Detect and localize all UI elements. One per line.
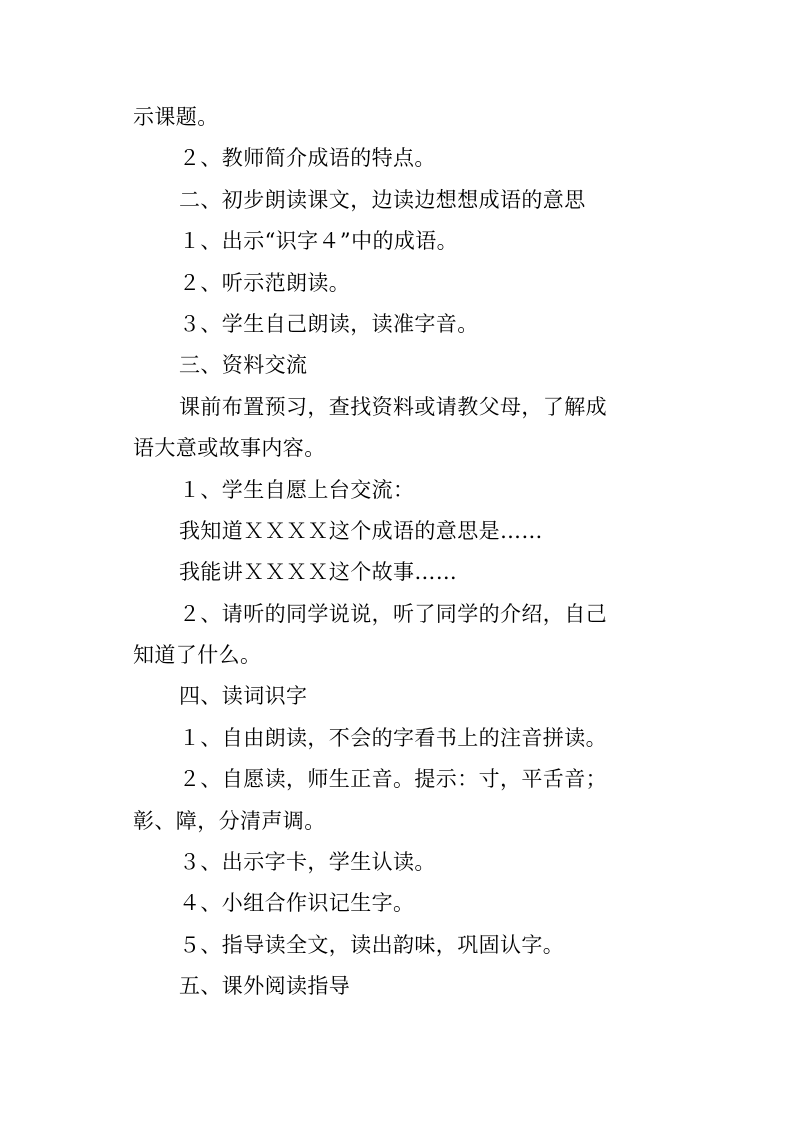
- section-heading: 三、资料交流: [179, 353, 308, 378]
- paragraph-line: １、学生自愿上台交流：: [179, 477, 415, 502]
- paragraph-line: 知道了什么。: [133, 643, 262, 668]
- paragraph-line: 示课题。: [133, 105, 219, 129]
- paragraph-line: ３、学生自己朗读，读准字音。: [179, 311, 479, 336]
- paragraph-line: 我能讲ＸＸＸＸ这个故事……: [179, 560, 458, 585]
- paragraph-line: 我知道ＸＸＸＸ这个成语的意思是……: [179, 518, 543, 543]
- paragraph-line: １、自由朗读，不会的字看书上的注音拼读。: [179, 725, 607, 750]
- paragraph-line: 彰、障，分清声调。: [133, 808, 326, 833]
- paragraph-line: ４、小组合作识记生字。: [179, 891, 415, 916]
- paragraph-line: ３、出示字卡，学生认读。: [179, 850, 436, 875]
- section-heading: 二、初步朗读课文，边读边想想成语的意思: [179, 187, 586, 212]
- paragraph-line: １、出示“识字４”中的成语。: [179, 229, 459, 254]
- section-heading: 四、读词识字: [179, 684, 308, 709]
- paragraph-line: ２、自愿读，师生正音。提示：寸，平舌音；: [179, 767, 607, 792]
- paragraph-line: ２、请听的同学说说，听了同学的介绍，自己: [179, 601, 607, 626]
- document-body: [133, 97, 663, 1008]
- section-heading: 五、课外阅读指导: [179, 974, 351, 999]
- paragraph-line: 语大意或故事内容。: [133, 436, 326, 461]
- paragraph-line: ２、教师简介成语的特点。: [179, 146, 436, 171]
- paragraph-line: 课前布置预习，查找资料或请教父母，了解成: [179, 394, 607, 419]
- paragraph-line: ２、听示范朗读。: [179, 270, 351, 295]
- paragraph-line: ５、指导读全文，读出韵味，巩固认字。: [179, 932, 565, 957]
